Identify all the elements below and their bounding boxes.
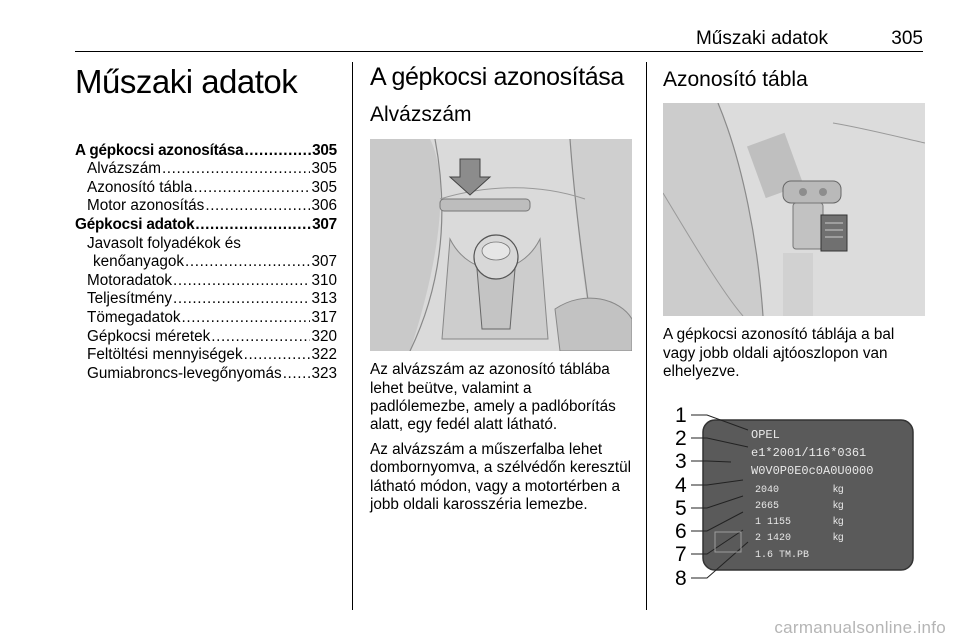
toc-entry[interactable] bbox=[75, 253, 337, 272]
plate-unit-label: kg bbox=[833, 516, 844, 527]
plate-text-line: 1.6 TM.PB bbox=[755, 550, 810, 561]
toc-entry[interactable] bbox=[75, 179, 337, 198]
toc-leader-dots bbox=[244, 346, 311, 365]
toc-entry-page: 310 bbox=[311, 271, 337, 289]
column-divider bbox=[646, 62, 647, 610]
toc-leader-dots bbox=[173, 272, 310, 291]
toc-leader-dots bbox=[195, 216, 311, 235]
callout-number: 5 bbox=[675, 497, 687, 520]
toc-entry-title: Feltöltési mennyiségek bbox=[87, 346, 243, 364]
toc-leader-dots bbox=[182, 309, 311, 328]
toc-entry-page: 306 bbox=[311, 197, 337, 215]
plate-text-line: W0V0P0E0c0A0U0000 bbox=[751, 464, 874, 478]
toc-entry-page: 305 bbox=[311, 178, 337, 196]
plate-text-line: 1 1155 bbox=[755, 517, 792, 528]
toc-section-entry[interactable] bbox=[75, 142, 337, 161]
toc-entry[interactable] bbox=[75, 290, 337, 309]
callout-number: 1 bbox=[675, 404, 687, 427]
callout-number: 2 bbox=[675, 427, 687, 450]
toc-column bbox=[75, 62, 337, 383]
callout-number: 6 bbox=[675, 520, 687, 543]
callout-number: 3 bbox=[675, 450, 687, 473]
toc-entry-title: A gépkocsi azonosítása bbox=[75, 141, 244, 159]
toc-entry-title: Gépkocsi adatok bbox=[75, 215, 195, 233]
paragraph: Az alvázszám az azonosító táblába lehet beütve, valamint a padlólemezbe, amely a padlóborítás alatt, egy fedél alatt látható. bbox=[370, 361, 616, 434]
plate-text-line: 2040 bbox=[755, 485, 780, 496]
paragraph: Az alvázszám a műszerfalba lehet dombornyomva, a szélvédőn keresztül látható módon, vagy a motortérben a jobb oldali karosszéria lemezbe. bbox=[370, 440, 632, 514]
section-heading: A gépkocsi azonosítása bbox=[370, 63, 624, 91]
toc-entry-page: 307 bbox=[312, 215, 337, 233]
toc-entry[interactable] bbox=[75, 235, 337, 254]
toc-entry-title: Azonosító tábla bbox=[87, 178, 193, 196]
toc-entry-page: 313 bbox=[311, 290, 337, 308]
toc-entry[interactable] bbox=[75, 365, 337, 384]
plate-unit-label: kg bbox=[833, 532, 844, 543]
id-plate-column bbox=[663, 62, 925, 381]
toc-entry-page: 317 bbox=[311, 308, 337, 326]
toc-entry-page: 320 bbox=[311, 327, 337, 345]
vehicle-id-column bbox=[370, 62, 635, 514]
toc-entry-page: 305 bbox=[311, 160, 337, 178]
toc-entry-page: 322 bbox=[311, 346, 337, 364]
id-plate-diagram bbox=[663, 390, 925, 610]
toc-entry-title: Tömegadatok bbox=[87, 308, 181, 326]
callout-number: 7 bbox=[675, 543, 687, 566]
chassis-number-text bbox=[370, 361, 635, 514]
toc-entry-page: 305 bbox=[312, 141, 337, 159]
id-plate-text bbox=[663, 326, 925, 381]
toc-leader-dots bbox=[193, 179, 310, 198]
toc-leader-dots bbox=[185, 253, 310, 272]
toc-entry-page: 323 bbox=[311, 364, 337, 382]
plate-text-line: 2 1420 bbox=[755, 533, 792, 544]
table-of-contents bbox=[75, 142, 337, 384]
plate-text-line: e1*2001/116*0361 bbox=[751, 446, 867, 460]
watermark: carmanualsonline.info bbox=[774, 618, 946, 637]
toc-entry-title: Javasolt folyadékok és bbox=[87, 234, 241, 252]
paragraph: A gépkocsi azonosító táblája a bal vagy jobb oldali ajtóoszlopon van elhelyezve. bbox=[663, 326, 895, 380]
toc-leader-dots bbox=[283, 365, 311, 384]
column-divider bbox=[352, 62, 353, 610]
toc-entry[interactable] bbox=[75, 272, 337, 291]
plate-text-line: OPEL bbox=[751, 428, 780, 442]
toc-entry[interactable] bbox=[75, 346, 337, 365]
plate-unit-label: kg bbox=[833, 500, 844, 511]
toc-entry-page: 307 bbox=[311, 253, 337, 271]
toc-leader-dots bbox=[205, 197, 310, 216]
chapter-title: Műszaki adatok bbox=[75, 63, 298, 100]
toc-entry[interactable] bbox=[75, 328, 337, 347]
toc-leader-dots bbox=[211, 328, 310, 347]
toc-leader-dots bbox=[162, 160, 311, 179]
toc-entry[interactable] bbox=[75, 160, 337, 179]
toc-entry-title: Motoradatok bbox=[87, 271, 173, 289]
plate-text-line: 2665 bbox=[755, 501, 780, 512]
toc-entry-title: Alvázszám bbox=[87, 160, 161, 178]
plate-unit-label: kg bbox=[833, 484, 844, 495]
toc-entry-title: kenőanyagok bbox=[93, 253, 185, 271]
callout-number: 4 bbox=[675, 474, 687, 497]
section-heading: Azonosító tábla bbox=[663, 68, 808, 91]
subsection-heading: Alvázszám bbox=[370, 103, 472, 126]
page-header bbox=[75, 28, 923, 52]
gear-shift-illustration bbox=[370, 139, 632, 351]
toc-entry[interactable] bbox=[75, 309, 337, 328]
header-section-title: Műszaki adatok bbox=[695, 28, 828, 49]
toc-entry[interactable] bbox=[75, 197, 337, 216]
door-pillar-illustration bbox=[663, 103, 925, 316]
toc-leader-dots bbox=[244, 142, 311, 161]
callout-number: 8 bbox=[675, 567, 687, 590]
toc-entry-title: Motor azonosítás bbox=[87, 197, 205, 215]
toc-entry-title: Gumiabroncs-levegőnyomás bbox=[87, 364, 282, 382]
toc-entry-title: Gépkocsi méretek bbox=[87, 327, 211, 345]
header-page-number: 305 bbox=[891, 28, 923, 49]
toc-leader-dots bbox=[173, 290, 310, 309]
toc-section-entry[interactable] bbox=[75, 216, 337, 235]
toc-entry-title: Teljesítmény bbox=[87, 290, 173, 308]
